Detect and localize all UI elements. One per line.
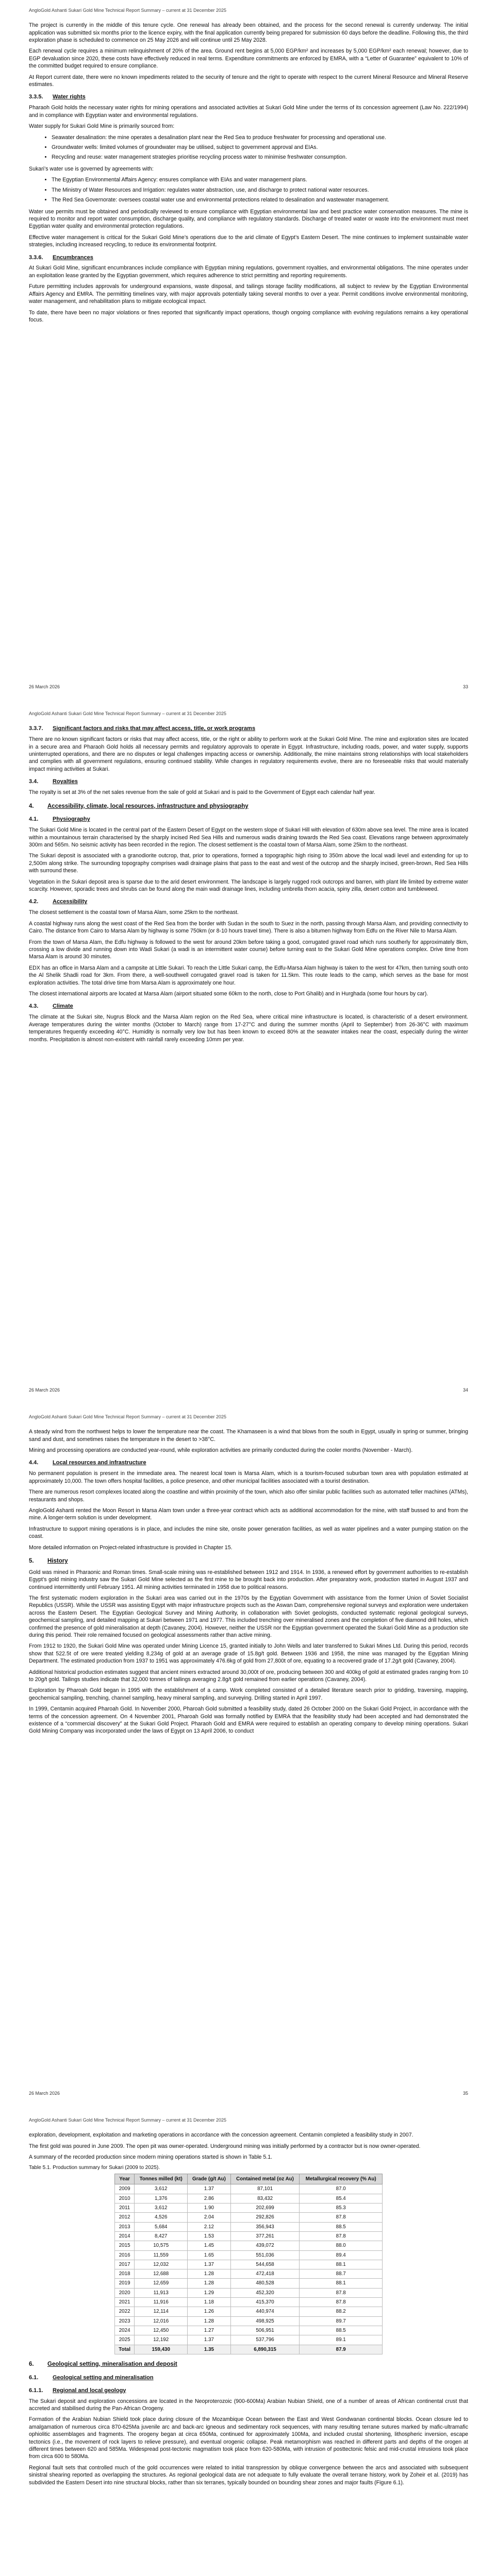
- table-cell: 2021: [115, 2298, 135, 2307]
- column-header: Metallurgical recovery (% Au): [300, 2174, 383, 2184]
- section-heading: [29, 898, 468, 906]
- section-number: 3.3.6.: [29, 254, 43, 261]
- paragraph: The Sukari deposit and exploration concessions are located in the Neoproterozoic (900-600Ma) Arabian Nubian Shield, one of a number of areas of African continental crust that accreted and stabilised during the Pan-African Orogeny.: [29, 2398, 468, 2412]
- table-cell: Total: [115, 2345, 135, 2354]
- table-cell: 12,659: [135, 2279, 188, 2288]
- table-cell: 2019: [115, 2279, 135, 2288]
- section-number: 5.: [29, 1558, 34, 1565]
- column-header: Year: [115, 2174, 135, 2184]
- paragraph: The royalty is set at 3% of the net sales revenue from the sale of gold at Sukari and is paid to the Government of Egypt each calendar half year.: [29, 789, 375, 796]
- table-total-row: [115, 2345, 383, 2354]
- section-number: 3.3.5.: [29, 94, 43, 100]
- table-cell: 472,418: [230, 2269, 300, 2279]
- table-cell: 1.28: [188, 2269, 231, 2279]
- paragraph: exploration, development, exploitation and marketing operations in accordance with the concession agreement. Centamin completed a feasibility study in 2007.: [29, 2132, 413, 2139]
- table-cell: 1.45: [188, 2241, 231, 2250]
- table-cell: 11,913: [135, 2288, 188, 2297]
- report-page: [0, 0, 497, 703]
- paragraph: Additional historical production estimates suggest that ancient miners extracted around 30,000t of ore, producing between 300 and 400kg of gold at estimated grades ranging from 10 to 20g/t gold. Tailings studies indicate that 32,000 tonnes of tailings averaging 2.8g/t gold remained from earlier operations (Cavaney, 2004).: [29, 1669, 468, 1683]
- table-row: [115, 2335, 383, 2345]
- table-cell: 2016: [115, 2250, 135, 2260]
- table-cell: 1.65: [188, 2250, 231, 2260]
- paragraph: No permanent population is present in the immediate area. The nearest local town is Marsa Alam, which is a tourism-focused suburban town area with population estimated at approximately 10,000. The town offers hospital facilities, a police presence, and other municipal facilities associated with a tourist destination.: [29, 1470, 468, 1484]
- table-cell: 202,699: [230, 2203, 300, 2212]
- section-heading: [29, 254, 468, 262]
- table-row: [115, 2298, 383, 2307]
- paragraph: There are numerous resort complexes located along the coastline and within proximity of the town, which also offer similar public facilities such as automated teller machines (ATMs), restaurants and shops.: [29, 1489, 468, 1503]
- table-cell: 83,432: [230, 2194, 300, 2203]
- section-heading: [29, 1003, 468, 1010]
- section-title: Local resources and infrastructure: [53, 1460, 146, 1466]
- table-cell: 2015: [115, 2241, 135, 2250]
- section-heading: [29, 2374, 468, 2382]
- table-cell: 2013: [115, 2222, 135, 2231]
- table-cell: 12,192: [135, 2335, 188, 2345]
- section-number: 4.4.: [29, 1460, 39, 1466]
- table-cell: 6,890,315: [230, 2345, 300, 2354]
- table-cell: 2017: [115, 2260, 135, 2269]
- section-number: 6.: [29, 2361, 34, 2367]
- paragraph: Infrastructure to support mining operations is in place, and includes the mine site, onsite power generation facilities, as well as water pipelines and a water pumping station on the coast.: [29, 1526, 468, 1540]
- section-number: 4.: [29, 803, 34, 809]
- bullet-list: [29, 176, 468, 204]
- table-cell: 87.8: [300, 2298, 383, 2307]
- table-cell: 88.0: [300, 2241, 383, 2250]
- table-row: [115, 2231, 383, 2241]
- table-cell: 12,016: [135, 2316, 188, 2326]
- footer-date: 26 March 2026: [29, 1387, 60, 1393]
- section-heading: [29, 1557, 468, 1566]
- report-page: [0, 703, 497, 1406]
- section-title: History: [47, 1558, 68, 1565]
- table-cell: 1,376: [135, 2194, 188, 2203]
- paragraph: Each renewal cycle requires a minimum relinquishment of 20% of the area. Ground rent begins at 5,000 EGP/km² and increases by 5,000 EGP/km² each renewal; however, due to EGP devaluation since 2020, these costs have effectively reduced in real terms. Expenditure commitments are enforced by EMRA, with a “Letter of Guarantee” equivalent to 10% of the committed budget required to ensure compliance.: [29, 48, 468, 70]
- table-cell: 89.7: [300, 2316, 383, 2326]
- table-cell: 2024: [115, 2326, 135, 2335]
- paragraph: Formation of the Arabian Nubian Shield took place during closure of the Mozambique Ocean between the East and West Gondwanan continental blocks. Ocean closure led to amalgamation of numerous circa 870-625Ma juvenile arc and back-arc igneous and sedimentary rock sequences, with many resulting terrane sutures marked by mafic-ultramafic ophiolitic assemblages and fragments. The orogeny began at circa 650Ma, continued for approximately 100Ma, and included crustal shortening, lithospheric inversion, escape tectonics (i.e., the movement of rock layers to relieve pressure), and eventual orogenic collapse. Peak metamorphism was reached in different parts and depths of the orogen at different times between 620 and 585Ma. Widespread post-tectonic magmatism took place from 620-580Ma, with intrusion of posttectonic felsic and mid-crustal intrusions took place from circa 600 to 580Ma.: [29, 2416, 468, 2460]
- table-row: [115, 2194, 383, 2203]
- table-cell: 452,320: [230, 2288, 300, 2297]
- table-cell: 88.1: [300, 2279, 383, 2288]
- paragraph: The Sukari deposit is associated with a granodiorite outcrop, that, prior to operations, formed a topographic high rising to 350m above the local wadi level and extending for up to 2,500m along strike. The surrounding topography comprises wadi drainage plains that pass to the east and west of the outcrop and the sharply incised, green-brown, Red Sea Hills with surround these.: [29, 853, 468, 874]
- table-cell: 2.86: [188, 2194, 231, 2203]
- paragraph: Pharaoh Gold holds the necessary water rights for mining operations and associated activities at Sukari Gold Mine under the terms of its concession agreement (Law No. 222/1994) and in compliance with Egyptian water and environmental regulations.: [29, 105, 468, 118]
- paragraph: The closest settlement is the coastal town of Marsa Alam, some 25km to the northeast.: [29, 909, 239, 916]
- paragraph: Water use permits must be obtained and periodically reviewed to ensure compliance with Egyptian environmental law and best practice water conservation measures. The mine is required to monitor and report water consumption, discharge quality, and compliance with regulatory standards. Discharge of treated water or waste into the environment must meet Egyptian water quality and environmental protection regulations.: [29, 208, 468, 230]
- list-item: • Recycling and reuse: water management strategies prioritise recycling process water to minimise freshwater consumption.: [52, 154, 468, 161]
- table-cell: 2012: [115, 2213, 135, 2222]
- table-cell: 12,032: [135, 2260, 188, 2269]
- table-cell: 1.29: [188, 2288, 231, 2297]
- section-heading: [29, 803, 468, 811]
- table-cell: 2010: [115, 2194, 135, 2203]
- section-heading: [29, 1459, 468, 1467]
- running-head: AngloGold Ashanti Sukari Gold Mine Technical Report Summary – current at 31 December 2025: [29, 1414, 227, 1419]
- running-head: AngloGold Ashanti Sukari Gold Mine Technical Report Summary – current at 31 December 2025: [29, 8, 227, 13]
- section-number: 4.2.: [29, 899, 39, 905]
- table-cell: 537,796: [230, 2335, 300, 2345]
- table-cell: 88.5: [300, 2326, 383, 2335]
- section-title: Climate: [53, 1003, 73, 1010]
- section-heading: [29, 93, 468, 101]
- table-cell: 89.1: [300, 2335, 383, 2345]
- paragraph: In 1999, Centamin acquired Pharoah Gold. In November 2000, Pharoah Gold submitted a feasibility study, dated 26 October 2000 on the Sukari Gold Project, in accordance with the terms of the concession agreement. On 4 November 2001, Pharoah Gold was formally notified by EMRA that the feasibility study had been accepted and had demonstrated the existence of a “commercial discovery” at the Sukari Gold Project. Pharaoh Gold and EMRA were required to establish an operating company to develop mining operations. Sukari Gold Mining Company was incorporated under the laws of Egypt on 13 April 2006, to conduct: [29, 1706, 468, 1735]
- section-number: 6.1.1.: [29, 2387, 43, 2394]
- paragraph: The project is currently in the middle of this tenure cycle. One renewal has already been obtained, and the process for the second renewal is currently underway. The initial application was submitted six months prior to the licence expiry, with the final application currently being prepared for submission 60 days before the deadline. Following this, the third exploration phase is scheduled to commence on 25 May 2026 and will continue until 25 May 2028.: [29, 22, 468, 44]
- section-title: Water rights: [53, 94, 86, 100]
- table-cell: 1.28: [188, 2279, 231, 2288]
- table-header-row: [115, 2174, 383, 2184]
- table-cell: 1.53: [188, 2231, 231, 2241]
- table-row: [115, 2279, 383, 2288]
- table-row: [115, 2213, 383, 2222]
- running-head: AngloGold Ashanti Sukari Gold Mine Technical Report Summary – current at 31 December 2025: [29, 711, 227, 716]
- section-heading: [29, 725, 468, 733]
- table-cell: 88.1: [300, 2260, 383, 2269]
- table-row: [115, 2241, 383, 2250]
- paragraph: EDX has an office in Marsa Alam and a campsite at Little Sukari. To reach the Little Sukari camp, the Edfu-Marsa Alam highway is taken to the west for 47km, then turning south onto the Al Shelik Shadli road for 3km. From there, a well-southwell corrugated gravel road is taken for 11.5km. This route leads to the camp, which serves as the base for most exploration activities. The total drive time from Marsa Alam is approximately one hour.: [29, 964, 468, 986]
- paragraph: The first gold was poured in June 2009. The open pit was owner-operated. Underground mining was initially performed by a contractor but is now owner-operated.: [29, 2143, 421, 2149]
- table-row: [115, 2269, 383, 2279]
- table-cell: 3,612: [135, 2203, 188, 2212]
- table-cell: 11,559: [135, 2250, 188, 2260]
- table-row: [115, 2316, 383, 2326]
- paragraph: Vegetation in the Sukari deposit area is sparse due to the arid desert environment. The landscape is largely rugged rock outcrops and barren, with plant life limited by extreme water scarcity. However, sporadic trees and shrubs can be found along the main wadi drainage lines, including umbrella thorn acacia, spiny zilla, desert cotton and tumbleweed.: [29, 878, 468, 892]
- table-cell: 85.4: [300, 2194, 383, 2203]
- paragraph: The closest international airports are located at Marsa Alam (airport situated some 60km to the north, close to Port Ghalib) and in Hurghada (some four hours by car).: [29, 991, 428, 997]
- footer-date: 26 March 2026: [29, 684, 60, 689]
- section-title: Geological setting and mineralisation: [53, 2374, 154, 2381]
- report-page: [0, 1406, 497, 2110]
- table-cell: 1.35: [188, 2345, 231, 2354]
- table-row: [115, 2222, 383, 2231]
- table-cell: 415,370: [230, 2298, 300, 2307]
- paragraph: Exploration by Pharoah Gold began in 1995 with the establishment of a camp. Work completed consisted of a detailed literature search prior to gridding, traversing, mapping, geochemical sampling, trenching, channel sampling, heavy mineral sampling, and surveying. Drilling started in April 1997.: [29, 1687, 468, 1701]
- table-cell: 11,916: [135, 2298, 188, 2307]
- table-cell: 480,528: [230, 2279, 300, 2288]
- page-number: 35: [462, 2090, 468, 2096]
- table-cell: 292,826: [230, 2213, 300, 2222]
- section-number: 4.3.: [29, 1003, 39, 1010]
- column-header: Tonnes milled (kt): [135, 2174, 188, 2184]
- section-number: 4.1.: [29, 816, 39, 823]
- table-row: [115, 2184, 383, 2194]
- page-footer: [29, 2090, 468, 2096]
- paragraph: The climate at the Sukari site, Nugrus Block and the Marsa Alam region on the Red Sea, where critical mine infrastructure is located, is characteristic of a desert environment. Average temperatures during the winter months (October to March) range from 17-27°C and during the summer months (April to September) from 26-36°C with maximum temperatures frequently exceeding 40°C. Humidity is normally very low but has been known to exceed 80% at the seawater intakes near the coast, especially during the winter months. Precipitation is almost non-existent with rainfall rarely exceeding 10mm per year.: [29, 1014, 468, 1043]
- table-cell: 8,427: [135, 2231, 188, 2241]
- paragraph: Effective water management is critical for the Sukari Gold Mine’s operations due to the arid climate of Egypt’s Eastern Desert. The mine continues to implement sustainable water strategies, including increased recycling, to reduce its environmental footprint.: [29, 234, 468, 248]
- table-row: [115, 2260, 383, 2269]
- section-heading: [29, 816, 468, 823]
- paragraph: AngloGold Ashanti rented the Moon Resort in Marsa Alam town under a three-year contract which acts as additional accommodation for the mine, with staff bussed to and from the mine. A longer-term solution is under development.: [29, 1507, 468, 1521]
- table-row: [115, 2203, 383, 2212]
- paragraph: Sukari’s water use is governed by agreements with:: [29, 165, 154, 172]
- table-cell: 5,684: [135, 2222, 188, 2231]
- table-row: [115, 2288, 383, 2297]
- table-cell: 2.04: [188, 2213, 231, 2222]
- section-title: Geological setting, mineralisation and deposit: [47, 2361, 177, 2367]
- section-title: Accessibility: [53, 899, 88, 905]
- table-cell: 87.9: [300, 2345, 383, 2354]
- table-cell: 551,036: [230, 2250, 300, 2260]
- list-item: • The Ministry of Water Resources and Irrigation: regulates water abstraction, use, and discharge to protect national water resources.: [52, 187, 468, 194]
- report-page: [0, 2110, 497, 2576]
- paragraph: Water supply for Sukari Gold Mine is primarily sourced from:: [29, 123, 175, 130]
- paragraph: There are no known significant factors or risks that may affect access, title, or the right or ability to perform work at the Sukari Gold Mine. The mine and exploration sites are located in a secure area and Pharaoh Gold holds all necessary permits and regulatory approvals to operate in Egypt. Infrastructure, including roads, power, and water supply, supports uninterrupted operations, and there are no disputes or legal challenges impacting access or ownership. Additionally, the mine maintains strong relationships with local stakeholders and complies with all government regulations, ensuring continued stability. While changes in regulatory requirements evolve, there are no foreseeable risks that would materially impact mining activities at Sukari.: [29, 736, 468, 772]
- table-cell: 2025: [115, 2335, 135, 2345]
- table-cell: 1.37: [188, 2335, 231, 2345]
- table-cell: 1.28: [188, 2316, 231, 2326]
- paragraph: Regional fault sets that controlled much of the gold occurrences were related to initial transpression by oblique convergence between the arcs and associated with subsequent sinistral shearing reported as overlapping the structures. As regional geological data are not adequate to fully evaluate the overall terrane history, work by Zoheir et al. (2019) has subdivided the Eastern Desert into nine structural blocks, rather than six terranes, typically bounded on bounding shear zones and major faults (Figure 6.1).: [29, 2464, 468, 2486]
- table-caption: Table 5.1. Production summary for Sukari (2009 to 2025).: [29, 2165, 160, 2171]
- page-footer: [29, 1387, 468, 1393]
- table-cell: 2009: [115, 2184, 135, 2194]
- running-head: AngloGold Ashanti Sukari Gold Mine Technical Report Summary – current at 31 December 2025: [29, 2117, 227, 2123]
- table-cell: 377,261: [230, 2231, 300, 2241]
- table-cell: 88.7: [300, 2269, 383, 2279]
- table-cell: 12,114: [135, 2307, 188, 2316]
- table-cell: 87.8: [300, 2231, 383, 2241]
- table-cell: 1.90: [188, 2203, 231, 2212]
- table-cell: 1.27: [188, 2326, 231, 2335]
- section-heading: [29, 2387, 468, 2395]
- list-item: • Groundwater wells: limited volumes of groundwater may be utilised, subject to government approval and EIAs.: [52, 144, 468, 151]
- list-item: • Seawater desalination: the mine operates a desalination plant near the Red Sea to produce freshwater for processing and operational use.: [52, 134, 468, 141]
- section-title: Encumbrances: [53, 254, 93, 261]
- table-cell: 87,101: [230, 2184, 300, 2194]
- table-cell: 1.37: [188, 2184, 231, 2194]
- section-title: Regional and local geology: [53, 2387, 126, 2394]
- table-cell: 88.2: [300, 2307, 383, 2316]
- section-title: Accessibility, climate, local resources, infrastructure and physiography: [47, 803, 248, 809]
- paragraph: From 1912 to 1920, the Sukari Gold Mine was operated under Mining Licence 15, granted initially to John Wells and later transferred to Sukari Mines Ltd. During this period, records show that 522.5t of ore were treated yielding 8,234g of gold at an average grade of 15.8g/t gold. Between 1936 and 1958, the mine was managed by the Egyptian Mining Department. The estimated production from 1937 to 1951 was approximately 476.6kg of gold from 27,800t of ore, equating to a recovered grade of 17.2g/t gold (Cavaney, 2004).: [29, 1643, 468, 1665]
- paragraph: The Sukari Gold Mine is located in the central part of the Eastern Desert of Egypt on the western slope of Sukari Hill with elevation of 630m above sea level. The mine area is located within a mountainous terrain characterised by the sharply incised Red Sea Hills and numerous wadis draining towards the Red Sea coast. Elevations range between approximately 300m and 565m. No seismic activity has been recorded in the region. The closest settlement is the coastal town of Marsa Alam, some 25km to the northeast.: [29, 827, 468, 848]
- table-cell: 12,688: [135, 2269, 188, 2279]
- table-cell: 506,951: [230, 2326, 300, 2335]
- paragraph: At Report current date, there were no known impediments related to the security of tenure and the right to operate with respect to the current Mineral Resource and Mineral Reserve estimates.: [29, 74, 468, 88]
- table-cell: 4,526: [135, 2213, 188, 2222]
- paragraph: Gold was mined in Pharaonic and Roman times. Small-scale mining was re-established between 1912 and 1914. In 1936, a renewed effort by government authorities to re-establish Egypt’s gold mining industry saw the Sukari Gold Mine selected as the first mine to be brought back into production. After preparatory work, production started in August 1937 and continued intermittently until February 1951. All mining activities terminated in 1958 due to political reasons.: [29, 1569, 468, 1590]
- section-number: 3.4.: [29, 778, 39, 785]
- table-cell: 1.18: [188, 2298, 231, 2307]
- paragraph: Mining and processing operations are conducted year-round, while exploration activities are primarily conducted during the cooler months (November - March).: [29, 1447, 413, 1454]
- table-cell: 1.26: [188, 2307, 231, 2316]
- table-cell: 10,575: [135, 2241, 188, 2250]
- table-cell: 544,658: [230, 2260, 300, 2269]
- table-row: [115, 2326, 383, 2335]
- table-cell: 87.0: [300, 2184, 383, 2194]
- table-cell: 88.5: [300, 2222, 383, 2231]
- production-table: [114, 2174, 383, 2354]
- paragraph: A steady wind from the northwest helps to lower the temperature near the coast. The Khamaseen is a wind that blows from the south in Egypt, usually in spring or summer, bringing sand and dust, and sometimes raises the temperature in the desert to >38°C.: [29, 1429, 468, 1443]
- column-header: Grade (g/t Au): [188, 2174, 231, 2184]
- table-cell: 87.8: [300, 2288, 383, 2297]
- paragraph: More detailed information on Project-related infrastructure is provided in Chapter 15.: [29, 1544, 233, 1551]
- table-cell: 2020: [115, 2288, 135, 2297]
- table-cell: 439,072: [230, 2241, 300, 2250]
- list-item: • The Egyptian Environmental Affairs Agency: ensures compliance with EIAs and water management plans.: [52, 176, 468, 183]
- table-cell: 2023: [115, 2316, 135, 2326]
- paragraph: To date, there have been no major violations or fines reported that significantly impact operations, though ongoing compliance with evolving regulations remains a key operational focus.: [29, 309, 468, 323]
- page-footer: [29, 684, 468, 690]
- table-cell: 2.12: [188, 2222, 231, 2231]
- section-heading: [29, 2361, 468, 2369]
- page-number: 33: [462, 684, 468, 689]
- table-cell: 498,925: [230, 2316, 300, 2326]
- section-number: 6.1.: [29, 2374, 39, 2381]
- table-row: [115, 2250, 383, 2260]
- table-row: [115, 2307, 383, 2316]
- paragraph: From the town of Marsa Alam, the Edfu highway is followed to the west for around 20km before taking a good, corrugated gravel road which runs southerly for approximately 8km, crossing a low divide and running down into Wadi Sukari (a wadi is an intermittent water course) before turning east to the Sukari Gold Mine operations complex. Drive time from Marsa Alam is around 30 minutes.: [29, 939, 468, 960]
- paragraph: Future permitting includes approvals for underground expansions, waste disposal, and tailings storage facility modifications, all subject to review by the Egyptian Environmental Affairs Agency and EMRA. The permitting timelines vary, with major approvals potentially taking several months to over a year. Permit conditions involve environmental monitoring, water management, and rehabilitation plans to mitigate ecological impact.: [29, 283, 468, 305]
- table-cell: 2022: [115, 2307, 135, 2316]
- section-title: Physiography: [53, 816, 90, 823]
- table-cell: 12,450: [135, 2326, 188, 2335]
- paragraph: The first systematic modern exploration in the Sukari area was carried out in the 1970s by the Egyptian Government with assistance from the former Union of Soviet Socialist Republics (USSR). While the USSR was assisting Egypt with major infrastructure projects such as the Aswan Dam, comprehensive regional surveys and exploration were undertaken across the Eastern Desert. The Egyptian Geological Survey and Mining Authority, in collaboration with Soviet geologists, conducted systematic regional geological surveys, geochemical sampling, and detailed mapping at Sukari between 1971 and 1977. This included trenching over mineralised zones and the completion of five diamond drill holes, which confirmed the presence of gold mineralisation at depth (Cavaney, 2004). However, neither the USSR nor the Egyptian government operated the Sukari Gold Mine as a production site during this period. Their role remained focused on geological assessments rather than active mining.: [29, 1595, 468, 1638]
- table-cell: 89.4: [300, 2250, 383, 2260]
- section-title: Royalties: [53, 778, 78, 785]
- list-item: • The Red Sea Governorate: oversees coastal water use and environmental protections related to desalination and wastewater management.: [52, 196, 468, 204]
- table-cell: 2011: [115, 2203, 135, 2212]
- table-cell: 2018: [115, 2269, 135, 2279]
- table-cell: 85.3: [300, 2203, 383, 2212]
- table-cell: 2014: [115, 2231, 135, 2241]
- column-header: Contained metal (oz Au): [230, 2174, 300, 2184]
- section-number: 3.3.7.: [29, 725, 43, 732]
- section-heading: [29, 778, 468, 786]
- table-cell: 3,612: [135, 2184, 188, 2194]
- paragraph: At Sukari Gold Mine, significant encumbrances include compliance with Egyptian mining regulations, government royalties, and environmental obligations. The mine operates under an exploitation lease granted by the Egyptian government, which requires adherence to strict permitting and reporting requirements.: [29, 265, 468, 279]
- table-cell: 440,974: [230, 2307, 300, 2316]
- paragraph: A summary of the recorded production since modern mining operations started is shown in Table 5.1.: [29, 2154, 273, 2161]
- section-title: Significant factors and risks that may affect access, title, or work programs: [53, 725, 256, 732]
- table-cell: 87.8: [300, 2213, 383, 2222]
- table-cell: 356,943: [230, 2222, 300, 2231]
- table-cell: 159,430: [135, 2345, 188, 2354]
- footer-date: 26 March 2026: [29, 2090, 60, 2096]
- paragraph: A coastal highway runs along the west coast of the Red Sea from the border with Sudan in the south to Suez in the north, passing through Marsa Alam, and providing connectivity to Cairo. The distance from Cairo to Marsa Alam by highway is some 750km (or 8-10 hours travel time). There is also a bitumen highway from Edfu on the River Nile to Marsa Alam.: [29, 920, 468, 935]
- bullet-list: [29, 134, 468, 161]
- page-number: 34: [462, 1387, 468, 1393]
- table-cell: 1.37: [188, 2260, 231, 2269]
